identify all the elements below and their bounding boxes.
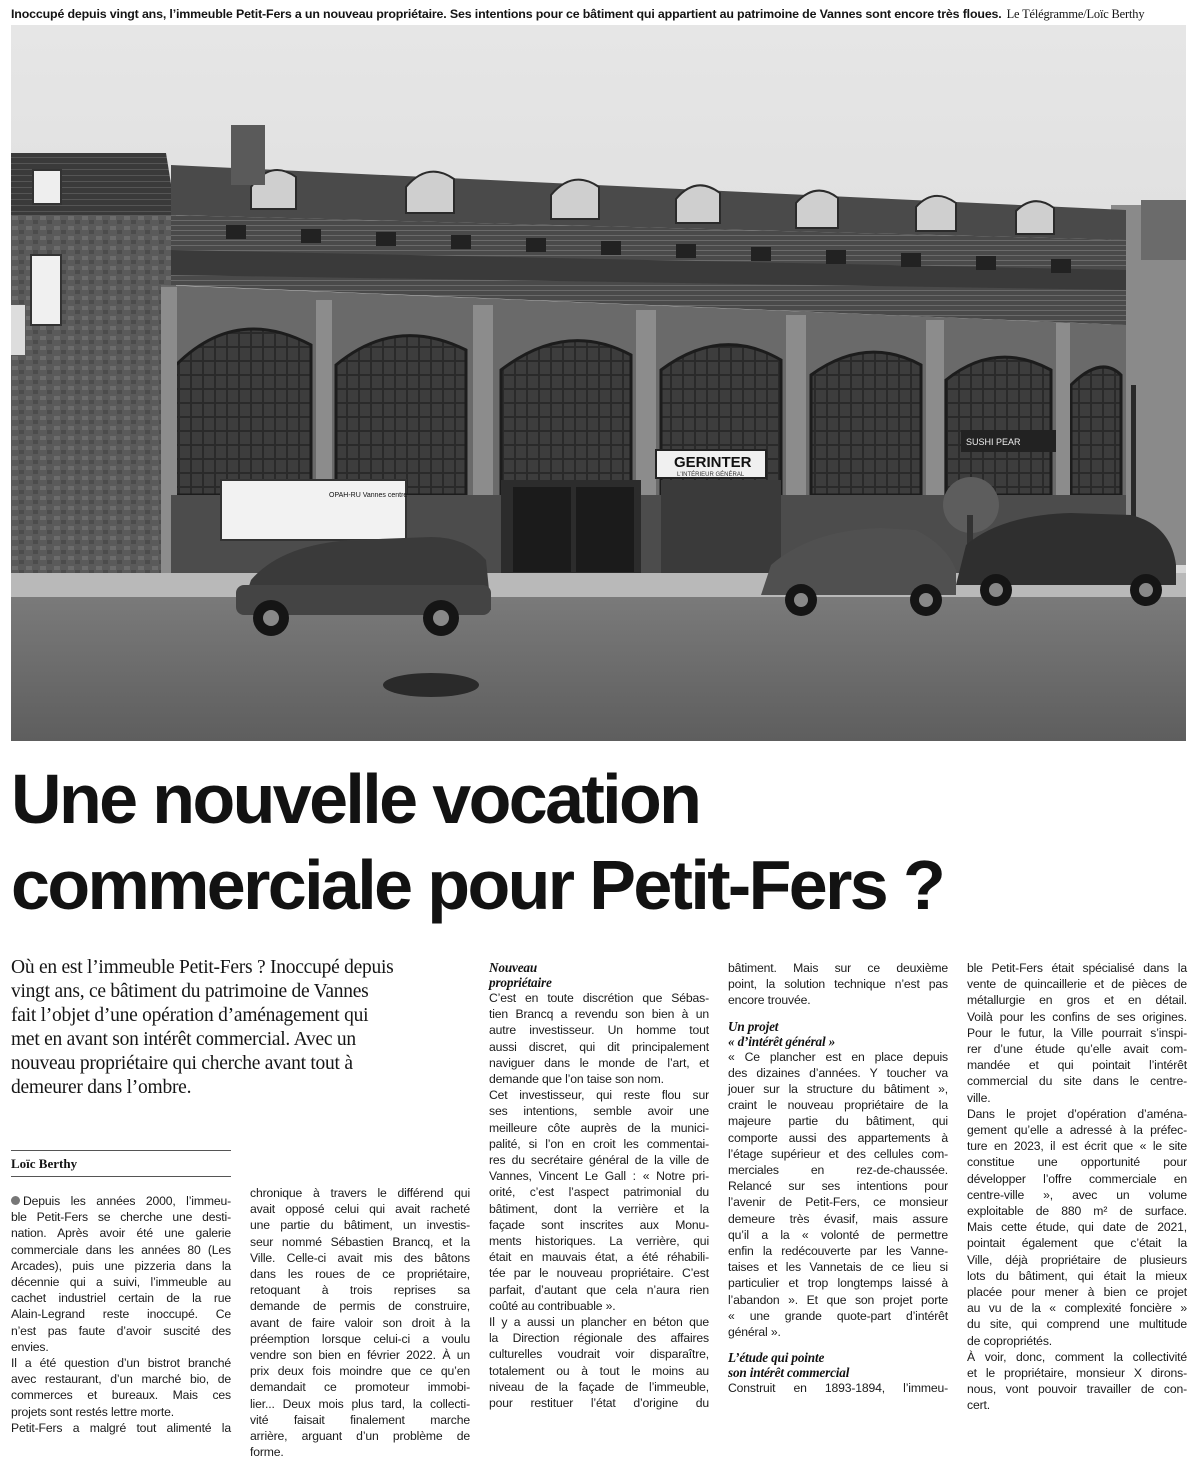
text-line: une partie du bâtiment, un investis- xyxy=(250,1218,470,1233)
text-line: rer d’une étude qu’elle avait com- xyxy=(967,1042,1187,1057)
text-line: palité, si l’on en croit les commentai- xyxy=(489,1136,709,1151)
text-line: autre investisseur. Un homme tout xyxy=(489,1023,709,1038)
text-line: Petit-Fers a malgré tout alimenté la xyxy=(11,1420,231,1435)
text-line: de copropriétés. xyxy=(967,1333,1052,1348)
text-line: n’est pas faute d’avoir suscité des xyxy=(11,1323,231,1338)
text-line: majeure partie du bâtiment, qui xyxy=(728,1114,948,1129)
text-line: Construit en 1893-1894, l’immeu- xyxy=(728,1381,948,1396)
text-line: niveau de la façade de l’immeuble, xyxy=(489,1379,709,1394)
subheading-etude: L’étude qui pointe son intérêt commercial xyxy=(728,1350,850,1381)
text-line: placée pour mener à bien ce projet xyxy=(967,1285,1187,1300)
headline-line-1: Une nouvelle vocation xyxy=(11,760,700,838)
text-line: constitue une opportunité pour xyxy=(967,1155,1187,1170)
text-line: demande que l’on taise son nom. xyxy=(489,1072,664,1087)
headline xyxy=(11,756,1191,928)
article-column-5 xyxy=(967,960,1187,1414)
text-line: cachet industriel certain de la rue xyxy=(11,1291,231,1306)
text-line: Vannes, Vincent Le Gall : « Notre pri- xyxy=(489,1169,709,1184)
text-line: bâtiment. Mais sur ce deuxième xyxy=(728,961,948,975)
text-line: avant de faire valoir son droit à la xyxy=(250,1315,470,1330)
text-line: res du secrétaire général de la ville de xyxy=(489,1153,709,1168)
building-photo xyxy=(11,25,1186,741)
text-line: ses intentions, semble avoir une xyxy=(489,1104,709,1119)
text-line: Dans le projet d’opération d’aména- xyxy=(967,1106,1187,1121)
subheading-nouveau-proprietaire: Nouveau propriétaire xyxy=(489,960,552,990)
text-line: jouer sur la structure du bâtiment », xyxy=(728,1082,948,1097)
text-line: arrière, arguant d’un problème de xyxy=(250,1429,470,1444)
text-line: comporte aussi des appartements à xyxy=(728,1130,948,1145)
text-line: préemption lorsque celui-ci a voulu xyxy=(250,1331,470,1346)
text-line: commercial du site dans le centre- xyxy=(967,1074,1187,1089)
gerinter-sign: GERINTER xyxy=(674,454,752,471)
photo-credit: Le Télégramme/Loïc Berthy xyxy=(1006,7,1145,21)
lead-line: demeurer dans l’ombre. xyxy=(11,1077,192,1098)
text-line: Arcades), puis une pizzeria dans la xyxy=(11,1258,231,1273)
text-line: du site, qui comprend une multitude xyxy=(967,1317,1187,1332)
text-line: vente de quincaillerie et de pièces de xyxy=(967,977,1187,992)
text-line: vendre son bien en février 2022. À un xyxy=(250,1348,470,1363)
text-line: ments historiques. La verrière, qui xyxy=(489,1234,709,1249)
text-line: centre-ville », avec un volume xyxy=(967,1187,1187,1202)
lead-line: vingt ans, ce bâtiment du patrimoine de Vannes xyxy=(11,981,369,1002)
text-line: C’est en toute discrétion que Sébas- xyxy=(489,991,709,1005)
text-line: encore trouvée. xyxy=(728,993,811,1008)
text-line: ville. xyxy=(967,1090,991,1105)
text-line: cert. xyxy=(967,1398,990,1413)
text-line: ble Petit-Fers était spécialisé dans la xyxy=(967,961,1187,975)
text-line: « une grande quote-part d’intérêt xyxy=(728,1308,948,1323)
text-line: Relancé sur ses intentions pour xyxy=(728,1179,948,1194)
text-line: des dizaines d’années. Y toucher va xyxy=(728,1065,948,1080)
text-line: totalement ou à tout le moins au xyxy=(489,1363,709,1378)
text-line: particulier et trop longtemps laissé à xyxy=(728,1276,948,1291)
lead-line: nouveau propriétaire qui cherche avant tout à xyxy=(11,1053,353,1074)
left-house-illustration xyxy=(11,153,176,575)
subheading-interet-general: Un projet « d’intérêt général » xyxy=(728,1018,836,1049)
headline-line-2: commerciale pour Petit-Fers ? xyxy=(11,846,944,924)
text-line: À voir, donc, comment la collectivité xyxy=(967,1349,1187,1364)
text-line: l’avenir de Petit-Fers, ce monsieur xyxy=(728,1195,948,1210)
text-line: Il y a aussi un plancher en béton que xyxy=(489,1315,709,1330)
text-line: commerciale dans les années 80 (Les xyxy=(11,1242,231,1257)
text-line: nous, vont pouvoir travailler de con- xyxy=(967,1382,1187,1397)
author-byline: Loïc Berthy xyxy=(11,1150,231,1177)
text-line: prix deux fois moindre que ce qu’en xyxy=(250,1364,470,1379)
article-column-3 xyxy=(489,960,709,1411)
text-line: façade sont inscrites aux Monu- xyxy=(489,1217,709,1232)
text-line: retoquant à trois reprises sa xyxy=(250,1283,470,1298)
text-line: vité faisait finalement marche xyxy=(250,1412,470,1427)
text-line: tien Brancq a revendu son bien à un xyxy=(489,1007,709,1022)
text-line: avec restaurant, d’un marché bio, de xyxy=(11,1372,231,1387)
text-line: Voilà pour les confins de ses origines. xyxy=(967,1009,1187,1024)
text-line: Pour le futur, la Ville pourrait s’inspi- xyxy=(967,1025,1187,1040)
text-line: qu’il a la « volonté de permettre xyxy=(728,1227,948,1242)
text-line: orité, c’est l’aspect patrimonial du xyxy=(489,1185,709,1200)
text-line: parfait, d’autant que cela n’aura rien xyxy=(489,1282,709,1297)
text-line: tée par le nouveau propriétaire. C’est xyxy=(489,1266,709,1281)
text-line: Cet investisseur, qui reste flou sur xyxy=(489,1088,709,1103)
lead-line: Où en est l’immeuble Petit-Fers ? Inoccupé depuis xyxy=(11,957,394,978)
text-line: l’abandon ». Et que son projet porte xyxy=(728,1292,948,1307)
caption-text: Inoccupé depuis vingt ans, l’immeuble Petit-Fers a un nouveau propriétaire. Ses intentions pour ce bâtiment qui appartient au patrimoine de Vannes sont encore très floues. xyxy=(11,7,1002,21)
text-line: projets sont restés lettre morte. xyxy=(11,1404,175,1419)
text-line: merciales en rez-de-chaussée. xyxy=(728,1163,948,1178)
text-line: ture en 2023, il est écrit que « le site xyxy=(967,1139,1187,1154)
sushi-sign: SUSHI PEAR xyxy=(966,437,1021,447)
text-line: chronique à travers le différend qui xyxy=(250,1186,470,1200)
text-line: exploitable de 880 m² de surface. xyxy=(967,1204,1187,1219)
text-line: coûté au contribuable ». xyxy=(489,1298,616,1313)
text-line: Il a été question d’un bistrot branché xyxy=(11,1356,231,1371)
text-line: pour restituer l’état d’origine du xyxy=(489,1396,709,1411)
text-line: était en mauvais état, a été réhabili- xyxy=(489,1250,709,1265)
text-line: Mais cette étude, qui date de 2021, xyxy=(967,1220,1187,1235)
lead-line: met en avant son intérêt commercial. Avec un xyxy=(11,1029,356,1050)
text-line: avait opposé celui qui avait racheté xyxy=(250,1202,470,1217)
article-column-1 xyxy=(11,1193,231,1436)
text-line: la Direction régionale des affaires xyxy=(489,1331,709,1346)
text-line: demeure très évasif, mais assure xyxy=(728,1211,948,1226)
text-line: point, la solution technique n’est pas xyxy=(728,977,948,992)
text-line: craint le nouveau propriétaire de la xyxy=(728,1098,948,1113)
text-line: meilleure côte auprès de la munici- xyxy=(489,1120,709,1135)
text-line: bâtiment, dont la verrière et la xyxy=(489,1201,709,1216)
text-line: métallurgie en gros et en détail. xyxy=(967,993,1187,1008)
text-line: « Ce plancher est en place depuis xyxy=(728,1049,948,1064)
text-line: forme. xyxy=(250,1445,284,1460)
article-column-4 xyxy=(728,960,948,1396)
text-line: ble Petit-Fers se cherche une desti- xyxy=(11,1210,231,1225)
text-line: lots du bâtiment, qui était la mieux xyxy=(967,1268,1187,1283)
text-line: gement qu’elle a adressé à la préfec- xyxy=(967,1123,1187,1138)
text-line: demande de permis de construire, xyxy=(250,1299,470,1314)
text-line: nation. Après avoir été une galerie xyxy=(11,1226,231,1241)
lead-paragraph xyxy=(11,956,471,1100)
bullet-icon xyxy=(11,1196,20,1205)
opah-sign: OPAH-RU Vannes centre xyxy=(329,492,408,499)
text-line: demandait ce promoteur immobi- xyxy=(250,1380,470,1395)
text-line: l’étage supérieur et des cellules com- xyxy=(728,1146,948,1161)
text-line: développer l’offre commerciale en xyxy=(967,1171,1187,1186)
text-line: Ville, déjà propriétaire de plusieurs xyxy=(967,1252,1187,1267)
text-line: pointait également que c’était la xyxy=(967,1236,1187,1251)
article-column-2 xyxy=(250,1185,470,1460)
text-line: culturelles voudrait voir disparaître, xyxy=(489,1347,709,1362)
text-line: Depuis les années 2000, l’immeu- xyxy=(11,1193,231,1209)
text-line: au vu de la « complexité foncière » xyxy=(967,1301,1187,1316)
text-line: seur nommé Sébastien Brancq, et la xyxy=(250,1234,470,1249)
photo-caption xyxy=(11,6,1191,22)
text-line: envies. xyxy=(11,1339,49,1354)
text-line: et le propriétaire, monsieur X dirons- xyxy=(967,1366,1187,1381)
text-line: naviguer dans le monde de l’art, et xyxy=(489,1055,709,1070)
text-line: général ». xyxy=(728,1325,781,1340)
text-line: aussi discret, qui dit principalement xyxy=(489,1039,709,1054)
gerinter-subsign: L'INTÉRIEUR GÉNÉRAL xyxy=(677,472,745,478)
text-line: enfin la redécouverte par les Vanne- xyxy=(728,1244,948,1259)
text-line: dans les roues de ce propriétaire, xyxy=(250,1267,470,1282)
text-line: Alain-Legrand reste inoccupé. Ce xyxy=(11,1307,231,1322)
text-line: taises et les Vannetais de ce lieu si xyxy=(728,1260,948,1275)
text-line: mandée et qui pointait l’intérêt xyxy=(967,1058,1187,1073)
text-line: commerces et bureaux. Mais ces xyxy=(11,1388,231,1403)
text-line: lier... Deux mois plus tard, la collecti- xyxy=(250,1396,470,1411)
lead-line: fait l’objet d’une opération d’aménagement qui xyxy=(11,1005,369,1026)
text-line: Ville. Celle-ci avait mis des bâtons xyxy=(250,1250,470,1265)
text-line: décennie qui a suivi, l’immeuble au xyxy=(11,1275,231,1290)
